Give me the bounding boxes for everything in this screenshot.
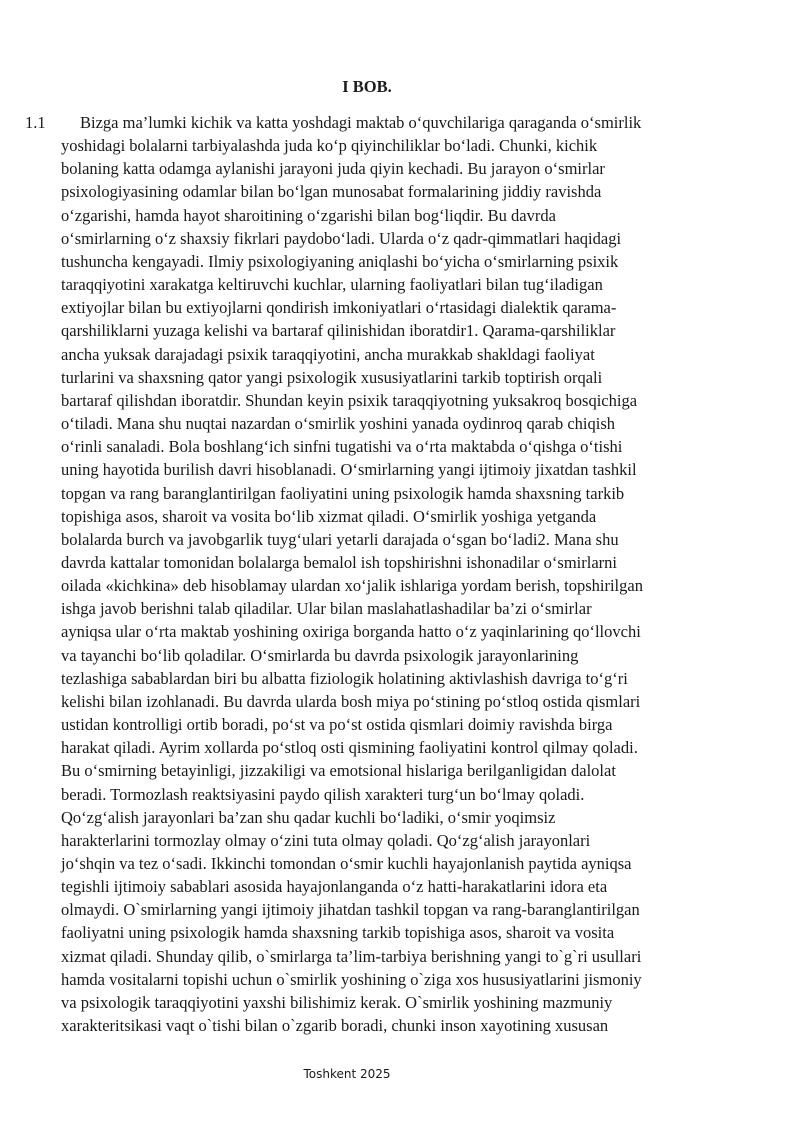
- text-line: o‘smirlarning o‘z shaxsiy fikrlari paydobo‘ladi. Ularda o‘z qadr-qimmatlari haqidagi: [61, 228, 622, 248]
- text-line: topishiga asos, sharoit va vosita bo‘lib xizmat qiladi. O‘smirlik yoshiga yetganda: [61, 506, 597, 526]
- text-line: tezlashiga sabablardan biri bu albatta fiziologik holatining aktivlashish davriga to‘g‘ri: [61, 668, 628, 688]
- text-line: psixologiyasining odamlar bilan bo‘lgan munosabat formalarining jiddiy ravishda: [61, 182, 602, 202]
- text-line: turlarini va shaxsning qator yangi psixologik xususiyatlarini tarkib toptirish orqali: [61, 367, 603, 387]
- text-line: o‘rinli sanaladi. Bola boshlang‘ich sinfni tugatishi va o‘rta maktabda o‘qishga o‘tishi: [61, 437, 623, 457]
- text-line: bartaraf qilishdan iboratdir. Shundan keyin psixik taraqqiyotning yuksakroq bosqichiga: [61, 390, 638, 410]
- text-line: extiyojlar bilan bu extiyojlarni qondirish imkoniyatlari o‘rtasidagi dialektik qarama-: [61, 298, 617, 318]
- text-line: beradi. Tormozlash reaktsiyasini paydo qilish xarakteri turg‘un bo‘lmay qoladi.: [61, 784, 585, 804]
- text-line: olmaydi. O`smirlarning yangi ijtimoiy jihatdan tashkil topgan va rang-baranglantirilgan: [61, 900, 640, 920]
- text-line: Bizga ma’lumki kichik va katta yoshdagi maktab o‘quvchilariga qaraganda o‘smirlik: [80, 113, 642, 132]
- section-body-text: [61, 111, 741, 1037]
- text-line: bolalarda burch va javobgarlik tuyg‘ulari yetarli darajada o‘sgan bo‘ladi2. Mana shu: [61, 529, 619, 549]
- text-line: harakat qiladi. Ayrim xollarda po‘stloq osti qismining faoliyatini kontrol qilmay qoladi.: [61, 738, 638, 758]
- text-line: bolaning katta odamga aylanishi jarayoni juda qiyin kechadi. Bu jarayon o‘smirlar: [61, 159, 605, 179]
- text-line: va psixologik taraqqiyotini yaxshi bilishimiz kerak. O`smirlik yoshining mazmuniy: [61, 992, 613, 1012]
- text-line: xarakteritsikasi vaqt o`tishi bilan o`zgarib boradi, chunki inson xayotining xususan: [61, 1016, 609, 1036]
- text-line: taraqqiyotini xarakatga keltiruvchi kuchlar, ularning faoliyatlari bilan tug‘iladigan: [61, 275, 603, 295]
- text-line: qarshiliklarni yuzaga kelishi va bartaraf qilinishidan iboratdir1. Qarama-qarshiliklar: [61, 321, 616, 341]
- text-line: jo‘shqin va tez o‘sadi. Ikkinchi tomondan o‘smir kuchli hayajonlanish paytida ayniqsa: [61, 854, 632, 873]
- text-line: tegishli ijtimoiy sabablari asosida hayajonlanganda o‘z hatti-harakatlarini idora eta: [61, 877, 608, 897]
- text-line: o‘zgarishi, hamda hayot sharoitining o‘zgarishi bilan bog‘liqdir. Bu davrda: [61, 205, 556, 225]
- text-line: hamda vositalarni topishi uchun o`smirlik yoshining o`ziga xos hususiyatlarini jismoniy: [61, 969, 642, 989]
- text-line: ustidan kontrolligi ortib boradi, po‘st va po‘st ostida qismlari doimiy ravishda birga: [61, 715, 613, 735]
- text-line: kelishi bilan izohlanadi. Bu davrda ularda bosh miya po‘stining po‘stloq ostida qismlari: [61, 691, 641, 711]
- text-line: o‘tiladi. Mana shu nuqtai nazardan o‘smirlik yoshini yanada oydinroq qarab chiqish: [61, 414, 615, 434]
- text-line: ishga javob berishni talab qiladilar. Ular bilan maslahatlashadilar ba’zi o‘smirlar: [61, 599, 592, 619]
- text-line: topgan va rang baranglantirilgan faoliyatini uning psixologik hamda shaxsning tarkib: [61, 483, 625, 503]
- text-line: tushuncha kengayadi. Ilmiy psixologiyaning aniqlashi bo‘yicha o‘smirlarning psixik: [61, 251, 619, 271]
- section-number: 1.1: [25, 113, 46, 132]
- text-line: yoshidagi bolalarni tarbiyalashda juda ko‘p qiyinchiliklar bo‘ladi. Chunki, kichik: [61, 136, 598, 156]
- text-line: ancha yuksak darajadagi psixik taraqqiyotini, ancha murakkab shakldagi faoliyat: [61, 344, 595, 364]
- text-line: xizmat qiladi. Shunday qilib, o`smirlarga ta’lim-tarbiya berishning yangi to`g`ri usullari: [61, 946, 642, 966]
- text-line: faoliyatni uning psixologik hamda shaxsning tarkib topishiga asos, sharoit va vosita: [61, 923, 615, 943]
- chapter-title: I BOB.: [342, 77, 392, 96]
- text-line: harakterlarini tormozlay olmay o‘zini tuta olmay qoladi. Qo‘zg‘alish jarayonlari: [61, 830, 591, 850]
- text-line: davrda kattalar tomonidan bolalarga bemalol ish topshirishni ishonadilar o‘smirlarni: [61, 552, 617, 572]
- text-line: uning hayotida burilish davri hisoblanadi. O‘smirlarning yangi ijtimoiy jixatdan tashkil: [61, 460, 637, 480]
- text-line: Qo‘zg‘alish jarayonlari ba’zan shu qadar kuchli bo‘ladiki, o‘smir yoqimsiz: [61, 807, 556, 827]
- text-line: va tayanchi bo‘lib qoladilar. O‘smirlarda bu davrda psixologik jarayonlarining: [61, 645, 579, 665]
- text-line: oilada «kichkina» deb hisoblamay ulardan xo‘jalik ishlariga yordam berish, topshirilgan: [61, 576, 643, 596]
- page-footer: Toshkent 2025: [303, 1067, 391, 1081]
- text-line: Bu o‘smirning betayinligi, jizzakiligi va emotsional hislariga berilganligidan dalolat: [61, 761, 616, 781]
- text-line: ayniqsa ular o‘rta maktab yoshining oxiriga borganda hatto o‘z yaqinlarining qo‘llovchi: [61, 622, 641, 642]
